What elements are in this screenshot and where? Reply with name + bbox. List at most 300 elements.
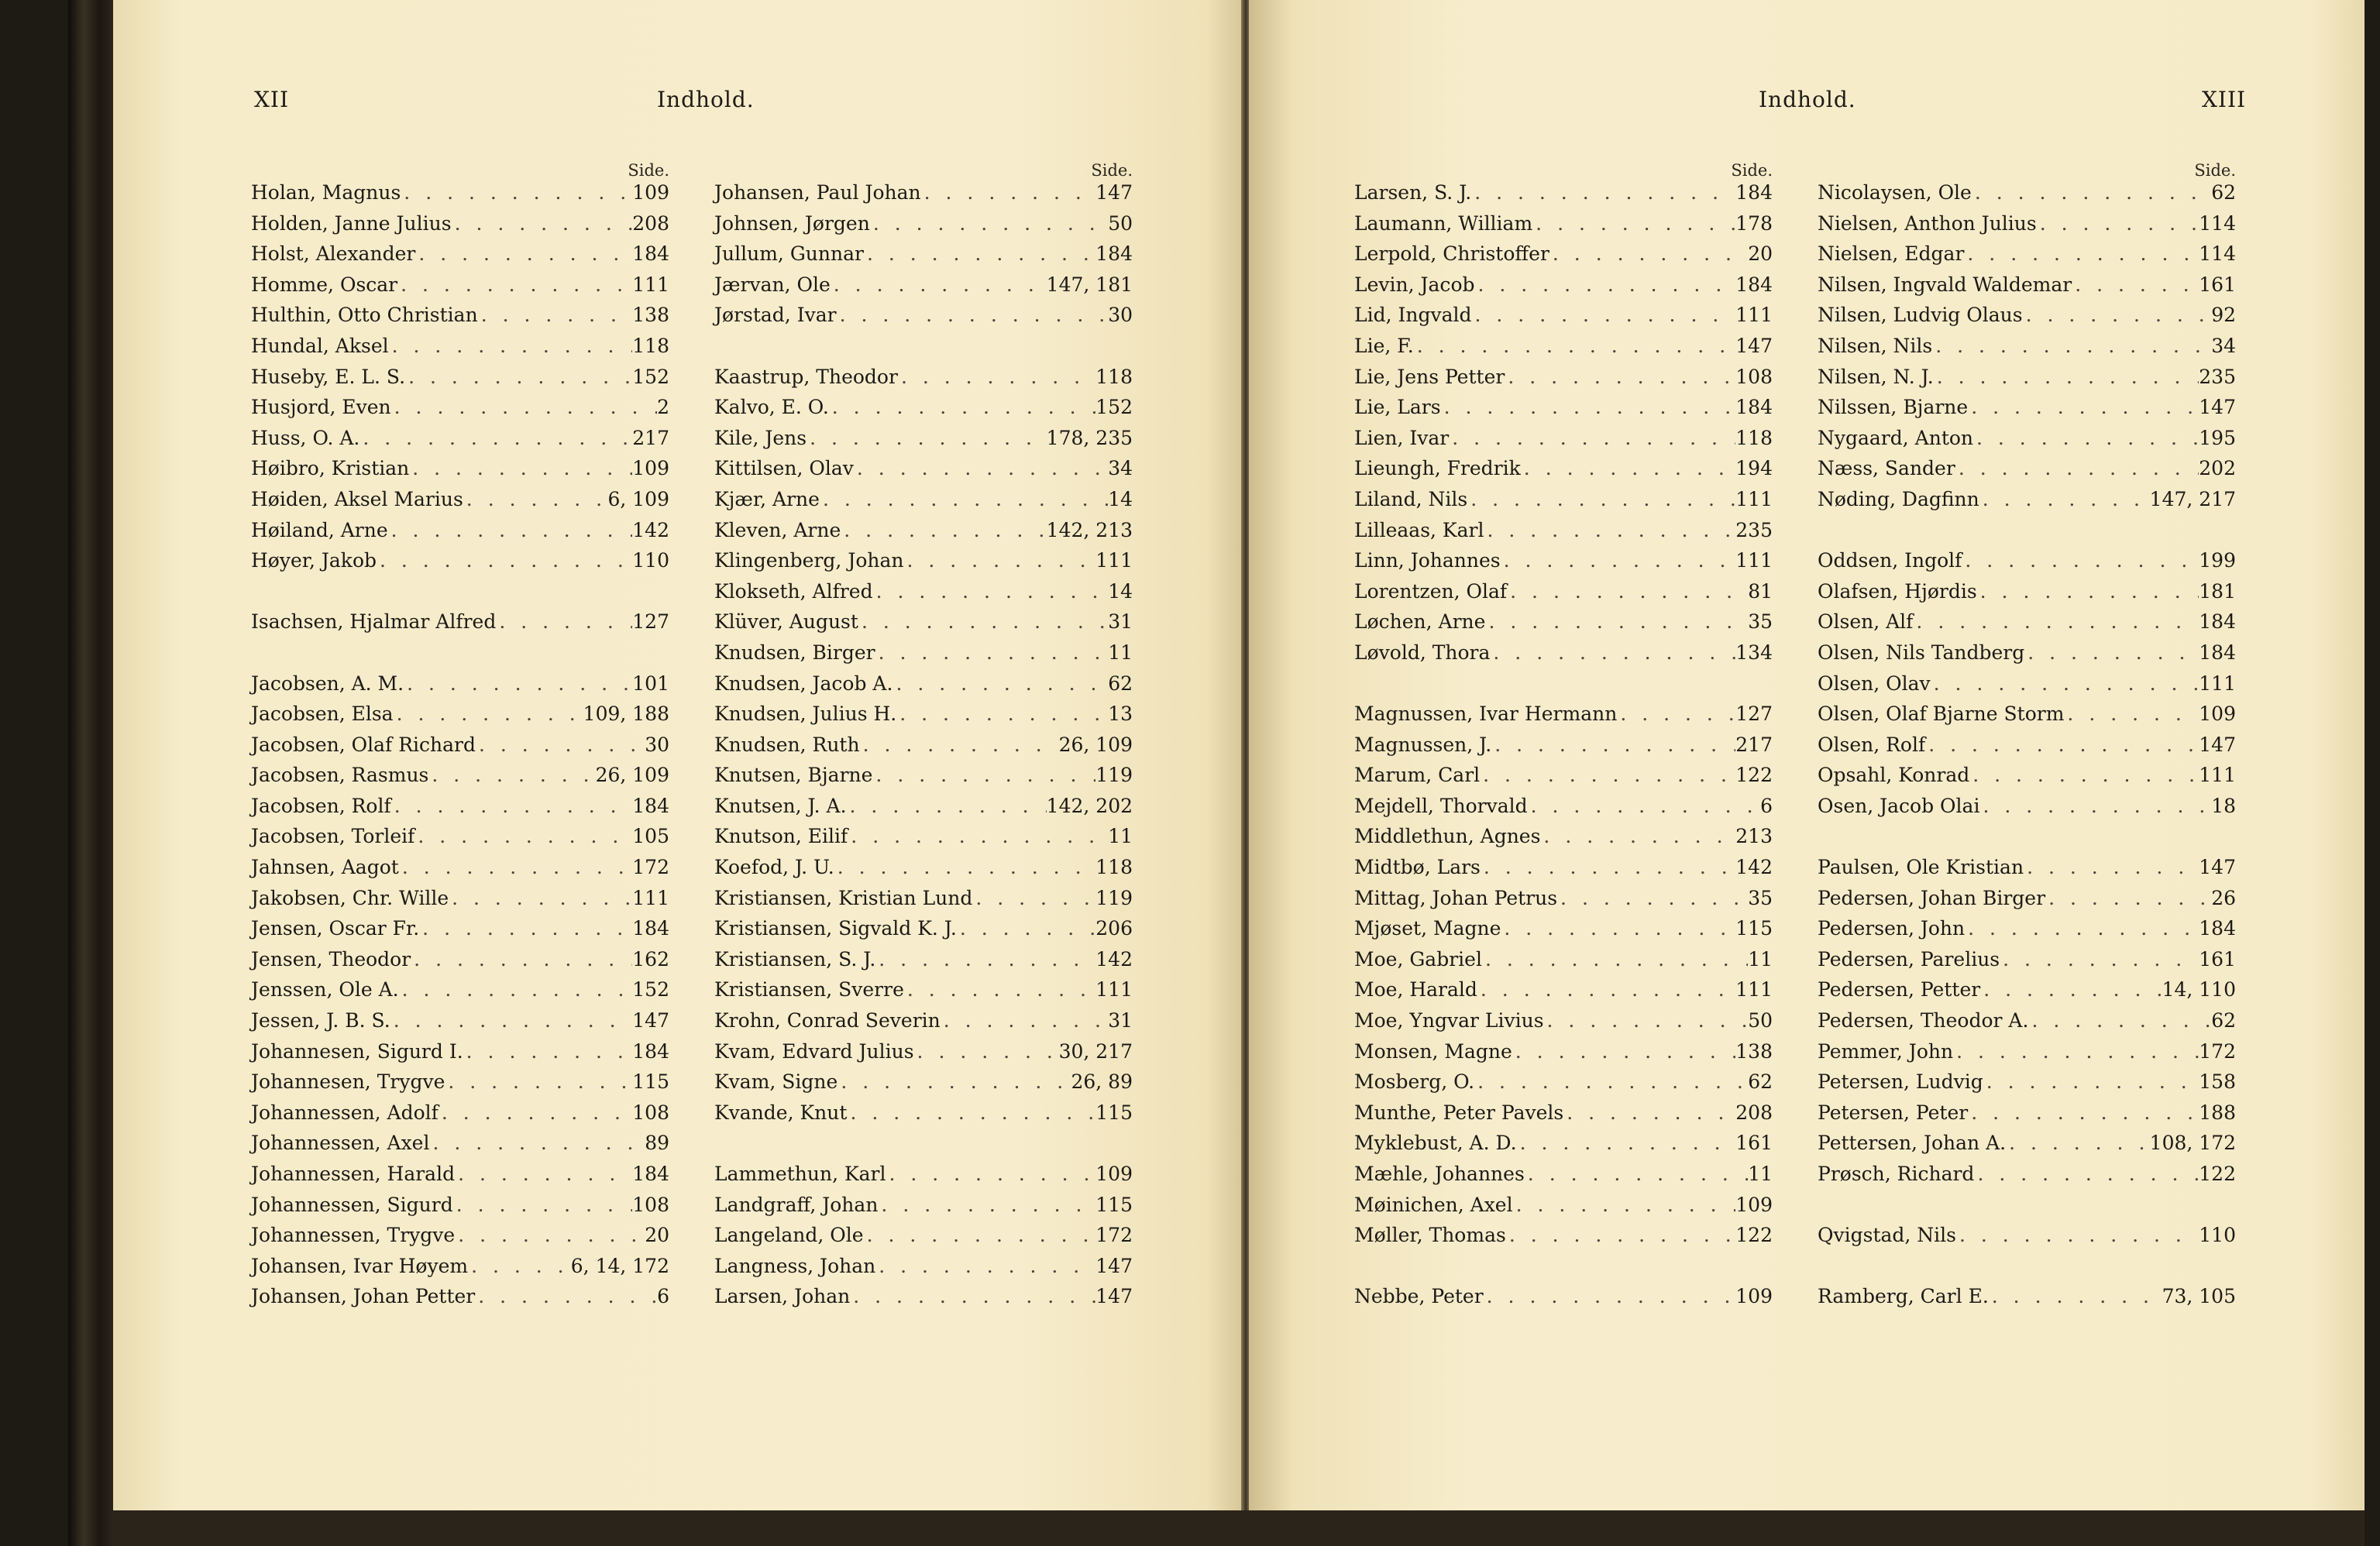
leader-dots	[875, 1255, 1095, 1277]
index-entry	[714, 242, 1133, 273]
index-entry	[1818, 1132, 2236, 1163]
leader-dots	[875, 948, 1095, 971]
entry-name: Munthe, Peter Pavels	[1354, 1101, 1564, 1124]
left-column-1	[251, 161, 669, 1316]
column-header-side: Side.	[628, 161, 669, 180]
entry-name: Magnussen, J.	[1354, 733, 1492, 756]
leader-dots	[886, 1163, 1095, 1185]
index-entry	[714, 1132, 1133, 1163]
leader-dots	[1979, 795, 2211, 817]
index-entry	[714, 273, 1133, 304]
entry-page-numbers: 105	[632, 825, 669, 848]
leader-dots	[1480, 764, 1735, 786]
index-entry	[1818, 1255, 2236, 1286]
entry-name: Kjær, Arne	[714, 487, 820, 510]
entry-name: Larsen, S. J.	[1354, 181, 1472, 204]
index-entry	[1818, 610, 2236, 641]
entry-page-numbers: 109	[632, 181, 669, 204]
leader-dots	[1925, 733, 2199, 756]
entry-name: Høyer, Jakob	[251, 549, 377, 572]
entry-name: Jullum, Gunnar	[714, 242, 864, 266]
index-entry	[1354, 1163, 1773, 1194]
entry-name: Marum, Carl	[1354, 764, 1481, 787]
entry-name: Holst, Alexander	[251, 242, 416, 266]
index-entry	[1354, 457, 1773, 488]
page-bottom-edge	[113, 1510, 2365, 1546]
leader-dots	[847, 795, 1047, 817]
entry-page-numbers: 109	[1095, 1163, 1133, 1185]
entry-page-numbers: 147	[1095, 181, 1133, 204]
index-entry	[251, 764, 669, 795]
index-entry	[1818, 1009, 2236, 1040]
index-entry	[1354, 335, 1773, 366]
entry-name: Mejdell, Thorvald	[1354, 794, 1528, 817]
entry-page-numbers: 172	[632, 856, 669, 879]
entry-page-numbers: 18	[2211, 794, 2236, 817]
entry-page-numbers: 34	[2211, 334, 2236, 357]
entry-name: Lie, F.	[1354, 334, 1414, 357]
index-entry	[1818, 1163, 2236, 1194]
index-entry	[251, 1070, 669, 1101]
entry-name: Koefod, J. U.	[714, 856, 834, 879]
leader-dots	[445, 1070, 632, 1093]
leader-dots	[1507, 580, 1748, 603]
leader-dots	[409, 457, 632, 479]
entry-name: Mittag, Johan Petrus	[1354, 886, 1558, 909]
index-entry	[1354, 917, 1773, 948]
entry-name: Kittilsen, Olav	[714, 457, 854, 480]
index-entry	[1354, 1070, 1773, 1101]
index-entry	[714, 672, 1133, 703]
entry-page-numbers: 213	[1735, 825, 1773, 848]
entry-page-numbers: 142	[632, 518, 669, 541]
entry-name: Pedersen, Johan Birger	[1818, 886, 2046, 909]
index-entry	[714, 1255, 1133, 1286]
entry-name: Johannesen, Sigurd I.	[251, 1039, 463, 1063]
index-entry	[251, 733, 669, 764]
index-entry	[251, 795, 669, 826]
column-header-side: Side.	[1091, 161, 1133, 180]
entry-name: Huss, O. A.	[251, 426, 360, 449]
entry-page-numbers: 26	[2211, 886, 2236, 909]
entry-page-numbers: 50	[1108, 211, 1133, 235]
entry-page-numbers: 152	[632, 978, 669, 1001]
index-entry	[251, 519, 669, 550]
entry-page-numbers: 147	[632, 1009, 669, 1032]
index-entry	[1354, 273, 1773, 304]
entry-name: Ramberg, Carl E.	[1818, 1285, 1989, 1308]
entry-name: Husjord, Even	[251, 396, 391, 419]
entry-page-numbers: 30	[1108, 304, 1133, 327]
index-entry	[714, 1163, 1133, 1194]
entry-name: Kvande, Knut	[714, 1101, 848, 1124]
leader-dots	[1467, 488, 1735, 510]
entry-page-numbers: 147	[2199, 733, 2236, 756]
entry-page-numbers: 34	[1108, 457, 1133, 480]
entry-page-numbers: 152	[632, 365, 669, 388]
entry-page-numbers: 73, 105	[2162, 1285, 2236, 1308]
entry-page-numbers: 26, 89	[1071, 1070, 1133, 1094]
entry-page-numbers: 6	[1760, 794, 1773, 817]
entry-name: Olsen, Olaf Bjarne Storm	[1818, 703, 2065, 726]
leader-dots	[404, 672, 632, 695]
leader-dots	[1513, 1194, 1736, 1216]
entry-page-numbers: 114	[2199, 211, 2236, 235]
leader-dots	[1968, 396, 2199, 418]
index-entry	[1354, 672, 1773, 703]
index-entry	[1354, 549, 1773, 580]
left-page-number: XII	[254, 87, 290, 112]
entry-page-numbers: 178, 235	[1046, 426, 1133, 449]
entry-name: Linn, Johannes	[1354, 549, 1501, 572]
index-entry	[1354, 242, 1773, 273]
index-entry	[251, 887, 669, 918]
entry-name: Nielsen, Edgar	[1818, 242, 1965, 266]
entry-name: Klüver, August	[714, 610, 858, 634]
entry-name: Jensen, Theodor	[251, 947, 411, 971]
index-entry	[251, 335, 669, 366]
index-entry	[714, 856, 1133, 887]
entry-page-numbers: 81	[1748, 579, 1773, 603]
index-entry	[251, 1255, 669, 1286]
entry-page-numbers: 184	[632, 794, 669, 817]
entry-page-numbers: 109, 188	[583, 703, 669, 726]
leader-dots	[904, 549, 1096, 572]
entry-name: Løvold, Thora	[1354, 641, 1491, 664]
entry-page-numbers: 184	[632, 1163, 669, 1185]
left-running-title: Indhold.	[657, 87, 755, 112]
index-entry	[251, 1040, 669, 1071]
index-entry	[1818, 887, 2236, 918]
index-entry	[714, 1101, 1133, 1132]
entry-name: Jahnsen, Aagot	[251, 856, 399, 879]
entry-name: Nilsen, N. J.	[1818, 365, 1934, 388]
entry-name: Langness, Johan	[714, 1254, 876, 1277]
index-entry	[1354, 610, 1773, 641]
leader-dots	[1617, 703, 1735, 725]
index-entry	[714, 1285, 1133, 1316]
entry-name: Holden, Janne Julius	[251, 211, 452, 235]
leader-dots	[1441, 396, 1736, 418]
leader-dots	[1528, 795, 1760, 817]
leader-dots	[478, 304, 633, 326]
leader-dots	[837, 304, 1109, 326]
entry-name: Johannessen, Adolf	[251, 1101, 439, 1124]
entry-page-numbers: 184	[1735, 273, 1773, 296]
index-entry	[251, 457, 669, 488]
leader-dots	[496, 610, 632, 633]
entry-name: Opsahl, Konrad	[1818, 764, 1970, 787]
leader-dots	[896, 703, 1108, 725]
entry-name: Lerpold, Christoffer	[1354, 242, 1549, 266]
entry-page-numbers: 26, 109	[595, 764, 669, 787]
index-entry	[1818, 457, 2236, 488]
leader-dots	[2024, 856, 2199, 878]
entry-name: Mosberg, O.	[1354, 1070, 1475, 1094]
entry-page-numbers: 161	[1735, 1132, 1773, 1155]
index-entry	[1818, 212, 2236, 243]
index-entry	[714, 917, 1133, 948]
book-binding	[68, 0, 113, 1546]
entry-name: Jacobsen, Olaf Richard	[251, 733, 476, 756]
entry-page-numbers: 108	[632, 1193, 669, 1216]
entry-page-numbers: 184	[1095, 242, 1133, 266]
entry-name: Holan, Magnus	[251, 181, 401, 204]
index-entry	[714, 1224, 1133, 1255]
entry-page-numbers: 152	[1095, 396, 1133, 419]
entry-name: Jærvan, Ole	[714, 273, 831, 296]
entry-page-numbers: 127	[632, 610, 669, 634]
index-entry	[1818, 580, 2236, 611]
entry-name: Osen, Jacob Olai	[1818, 794, 1980, 817]
entry-name: Olsen, Alf	[1818, 610, 1914, 634]
entry-name: Nygaard, Anton	[1818, 426, 1974, 449]
index-entry	[1818, 304, 2236, 335]
entry-name: Jacobsen, A. M.	[251, 672, 404, 695]
entry-name: Kristiansen, Kristian Lund	[714, 886, 973, 909]
entry-page-numbers: 26, 109	[1058, 733, 1133, 756]
entry-page-numbers: 118	[1095, 365, 1133, 388]
entry-name: Lie, Jens Petter	[1354, 365, 1505, 388]
leader-dots	[1512, 1040, 1736, 1063]
leader-dots	[2064, 703, 2199, 725]
index-entry	[714, 1194, 1133, 1225]
entry-page-numbers: 30	[645, 733, 669, 756]
entry-page-numbers: 147	[1735, 334, 1773, 357]
entry-page-numbers: 111	[632, 273, 669, 296]
entry-name: Olsen, Rolf	[1818, 733, 1926, 756]
index-entry	[714, 1040, 1133, 1071]
index-entry	[251, 610, 669, 641]
leader-dots	[1965, 917, 2199, 940]
leader-dots	[463, 1040, 633, 1063]
entry-name: Olsen, Olav	[1818, 672, 1931, 695]
entry-page-numbers: 109	[2199, 703, 2236, 726]
leader-dots	[1969, 764, 2199, 786]
index-entry	[1354, 1224, 1773, 1255]
leader-dots	[1977, 580, 2199, 603]
leader-dots	[394, 703, 583, 725]
leader-dots	[1484, 1285, 1736, 1307]
entry-name: Nilssen, Bjarne	[1818, 396, 1969, 419]
leader-dots	[854, 457, 1108, 479]
leader-dots	[419, 917, 632, 940]
entry-page-numbers: 122	[2199, 1163, 2236, 1185]
index-entry	[714, 1070, 1133, 1101]
entry-name: Kristiansen, Sigvald K. J.	[714, 917, 957, 940]
index-entry	[714, 304, 1133, 335]
entry-page-numbers: 35	[1748, 610, 1773, 634]
entry-page-numbers: 114	[2199, 242, 2236, 266]
entry-name: Løchen, Arne	[1354, 610, 1486, 634]
index-entry	[714, 795, 1133, 826]
entry-name: Knutson, Eilif	[714, 825, 848, 848]
leader-dots	[1968, 1101, 2199, 1124]
leader-dots	[1475, 273, 1736, 296]
entry-name: Høibro, Kristian	[251, 457, 410, 480]
right-running-title: Indhold.	[1759, 87, 1856, 112]
leader-dots	[1934, 366, 2199, 388]
leader-dots	[453, 1194, 633, 1216]
index-entry	[714, 427, 1133, 458]
entry-page-numbers: 147, 181	[1046, 273, 1133, 296]
leader-dots	[1525, 1163, 1748, 1185]
leader-dots	[1932, 335, 2211, 357]
index-entry	[1354, 304, 1773, 335]
leader-dots	[1563, 1101, 1735, 1124]
entry-page-numbers: 122	[1735, 1224, 1773, 1247]
entry-name: Jørstad, Ivar	[714, 304, 837, 327]
entry-page-numbers: 2	[657, 396, 669, 419]
entry-page-numbers: 14, 110	[2162, 978, 2236, 1001]
leader-dots	[1505, 366, 1735, 388]
entry-page-numbers: 181	[2199, 579, 2236, 603]
leader-dots	[1931, 672, 2199, 695]
leader-dots	[1490, 641, 1735, 664]
leader-dots	[834, 856, 1096, 878]
entry-page-numbers: 109	[1735, 1285, 1773, 1308]
leader-dots	[1471, 181, 1735, 204]
entry-name: Nilsen, Nils	[1818, 334, 1933, 357]
column-header-side: Side.	[2194, 161, 2236, 180]
entry-page-numbers: 217	[632, 426, 669, 449]
entry-name: Pedersen, Parelius	[1818, 947, 2000, 971]
leader-dots	[1956, 1224, 2199, 1246]
entry-page-numbers: 109	[1735, 1193, 1773, 1216]
entry-page-numbers: 235	[2199, 365, 2236, 388]
index-entry	[1354, 1194, 1773, 1225]
leader-dots	[847, 1101, 1095, 1124]
entry-name: Næss, Sander	[1818, 457, 1955, 480]
leader-dots	[875, 641, 1109, 664]
entry-name: Olsen, Nils Tandberg	[1818, 641, 2025, 664]
index-entry	[1354, 978, 1773, 1009]
index-entry	[714, 610, 1133, 641]
leader-dots	[1549, 242, 1748, 265]
leader-dots	[414, 825, 632, 847]
entry-page-numbers: 194	[1735, 457, 1773, 480]
entry-page-numbers: 89	[645, 1132, 669, 1155]
leader-dots	[1964, 242, 2199, 265]
entry-page-numbers: 20	[645, 1224, 669, 1247]
index-entry	[714, 1009, 1133, 1040]
leader-dots	[864, 242, 1095, 265]
entry-name: Jacobsen, Torleif	[251, 825, 415, 848]
entry-page-numbers: 111	[1095, 978, 1133, 1001]
index-entry	[1818, 1070, 2236, 1101]
index-entry	[1354, 1009, 1773, 1040]
index-entry	[1354, 641, 1773, 672]
index-entry	[1354, 948, 1773, 979]
index-entry	[251, 703, 669, 733]
entry-name: Johannessen, Axel	[251, 1132, 430, 1155]
entry-page-numbers: 118	[632, 334, 669, 357]
entry-page-numbers: 206	[1095, 917, 1133, 940]
entry-page-numbers: 14	[1108, 579, 1133, 603]
entry-page-numbers: 14	[1108, 487, 1133, 510]
index-entry	[251, 242, 669, 273]
leader-dots	[1414, 335, 1736, 357]
entry-page-numbers: 119	[1095, 764, 1133, 787]
leader-dots	[864, 1224, 1096, 1246]
leader-dots	[1474, 1070, 1748, 1093]
entry-name: Nicolaysen, Ole	[1818, 181, 1972, 204]
leader-dots	[428, 764, 595, 786]
index-entry	[1818, 672, 2236, 703]
index-entry	[714, 181, 1133, 212]
index-entry	[251, 1163, 669, 1194]
entry-page-numbers: 147	[1095, 1285, 1133, 1308]
leader-dots	[2006, 1132, 2150, 1154]
entry-page-numbers: 184	[632, 1039, 669, 1063]
entry-name: Knudsen, Ruth	[714, 733, 860, 756]
entry-page-numbers: 184	[1735, 396, 1773, 419]
leader-dots	[1517, 1132, 1736, 1154]
entry-name: Laumann, William	[1354, 211, 1533, 235]
leader-dots	[848, 825, 1108, 847]
entry-page-numbers: 35	[1748, 886, 1773, 909]
entry-page-numbers: 184	[632, 242, 669, 266]
entry-name: Knutsen, J. A.	[714, 794, 847, 817]
entry-page-numbers: 178	[1735, 211, 1773, 235]
entry-name: Kile, Jens	[714, 426, 807, 449]
entry-page-numbers: 118	[1095, 856, 1133, 879]
entry-page-numbers: 235	[1735, 518, 1773, 541]
entry-name: Høiden, Aksel Marius	[251, 487, 463, 510]
index-entry	[1818, 917, 2236, 948]
index-entry	[714, 641, 1133, 672]
leader-dots	[1481, 856, 1735, 878]
entry-page-numbers: 162	[632, 947, 669, 971]
index-entry	[1354, 1132, 1773, 1163]
entry-page-numbers: 62	[1108, 672, 1133, 695]
index-entry	[251, 856, 669, 887]
index-entry	[1818, 427, 2236, 458]
entry-page-numbers: 62	[2211, 181, 2236, 204]
index-entry	[1818, 273, 2236, 304]
right-page-number: XIII	[2202, 87, 2247, 112]
index-entry	[1818, 549, 2236, 580]
leader-dots	[452, 212, 633, 235]
leader-dots	[475, 1285, 657, 1307]
index-entry	[1818, 641, 2236, 672]
index-entry	[251, 212, 669, 243]
entry-page-numbers: 20	[1748, 242, 1773, 266]
entry-name: Mæhle, Johannes	[1354, 1163, 1525, 1185]
index-entry	[714, 519, 1133, 550]
right-page	[1249, 0, 2365, 1510]
entry-name: Jakobsen, Chr. Wille	[251, 886, 449, 909]
entry-page-numbers: 188	[2199, 1101, 2236, 1124]
leader-dots	[1449, 427, 1735, 449]
leader-dots	[892, 672, 1108, 695]
entry-page-numbers: 109	[632, 457, 669, 480]
index-entry	[714, 764, 1133, 795]
entry-page-numbers: 158	[2199, 1070, 2236, 1094]
entry-page-numbers: 50	[1748, 1009, 1773, 1032]
index-entry	[251, 580, 669, 611]
leader-dots	[829, 396, 1096, 418]
entry-page-numbers: 108, 172	[2149, 1132, 2236, 1155]
entry-name: Lie, Lars	[1354, 396, 1441, 419]
leader-dots	[2072, 273, 2199, 296]
index-entry	[1818, 1194, 2236, 1225]
entry-name: Johannesen, Trygve	[251, 1070, 445, 1094]
leader-dots	[455, 1224, 645, 1246]
leader-dots	[1506, 1224, 1735, 1246]
leader-dots	[377, 549, 632, 572]
index-entry	[1354, 212, 1773, 243]
